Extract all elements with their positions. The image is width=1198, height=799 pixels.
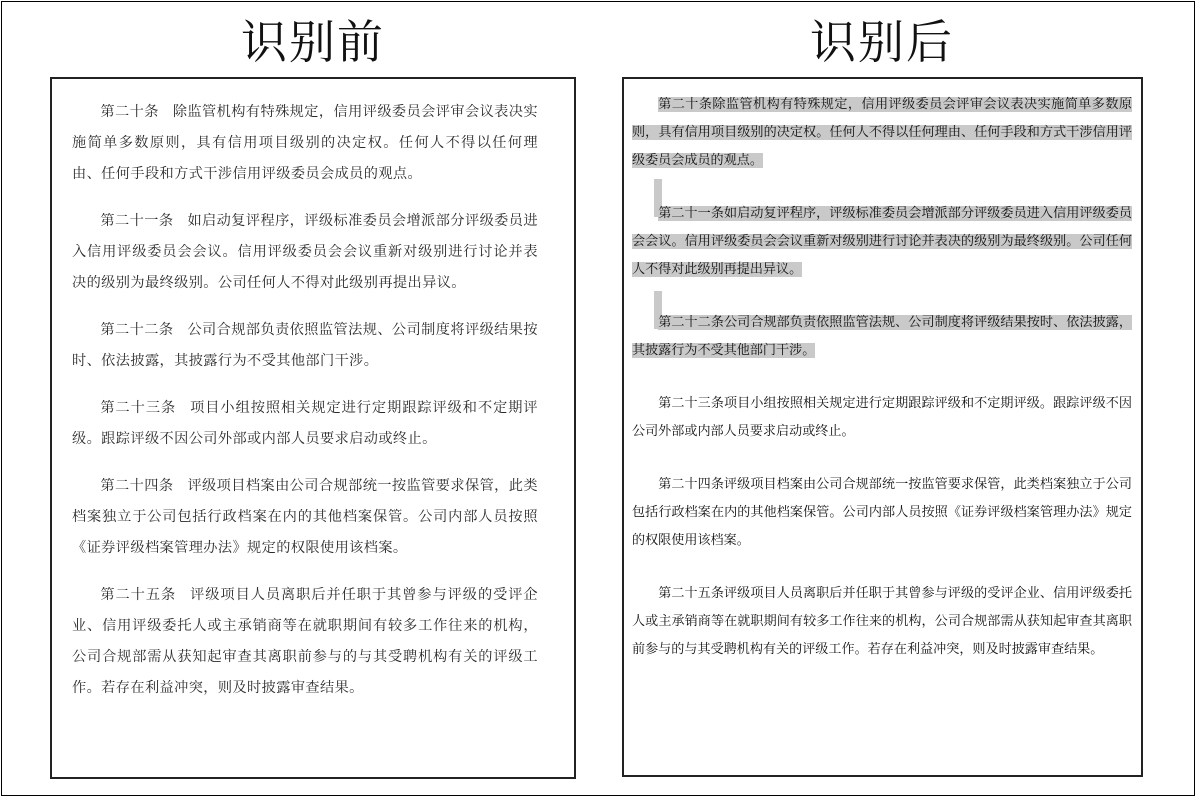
before-page-body [72,97,538,720]
before-article-22 [72,315,538,377]
article-text: 如启动复评程序，评级标准委员会增派部分评级委员进入信用评级委员会会议。信用评级委员会会议重新对级别进行讨论并表决的级别为最终级别。公司任何人不得对此级别再提出异议。 [72,213,538,291]
after-page [622,77,1143,777]
recognized-text[interactable]: 第二十五条评级项目人员离职后并任职于其曾参与评级的受评企业、信用评级委托人或主承销商等在就职期间有较多工作往来的机构，公司合规部需从获知起审查其离职前参与的与其受聘机构有关的评级工作。若存在利益冲突，则及时披露审查结果。 [632,586,1132,657]
after-heading: 识别后 [810,15,954,69]
after-page-body[interactable] [632,91,1132,689]
article-text: 评级项目档案由公司合规部统一按监管要求保管，此类档案独立于公司包括行政档案在内的其他档案保管。公司内部人员按照《证券评级档案管理办法》规定的权限使用该档案。 [72,478,538,556]
comparison-frame [1,1,1195,796]
article-text: 评级项目人员离职后并任职于其曾参与评级的受评企业、信用评级委托人或主承销商等在就职期间有较多工作往来的机构，公司合规部需从获知起审查其离职前参与的与其受聘机构有关的评级工作。若存在利益冲突，则及时披露审查结果。 [72,587,538,696]
before-page [50,77,576,779]
before-article-20 [72,97,538,190]
recognized-text[interactable]: 第二十三条项目小组按照相关规定进行定期跟踪评级和不定期评级。跟踪评级不因公司外部或内部人员要求启动或终止。 [632,396,1132,439]
before-article-25 [72,580,538,704]
before-article-21 [72,206,538,299]
recognized-text[interactable]: 第二十条除监管机构有特殊规定，信用评级委员会评审会议表决实施简单多数原则，具有信用项目级别的决定权。任何人不得以任何理由、任何手段和方式干涉信用评级委员会成员的观点。 [632,97,1132,168]
article-number: 第二十四条 [100,478,174,494]
before-heading: 识别前 [241,15,385,69]
after-article-22[interactable] [632,309,1132,365]
after-article-24[interactable] [632,471,1132,555]
after-article-20[interactable] [632,91,1132,175]
article-number: 第二十三条 [100,400,177,416]
article-text: 项目小组按照相关规定进行定期跟踪评级和不定期评级。跟踪评级不因公司外部或内部人员要求启动或终止。 [72,400,538,447]
article-number: 第二十五条 [100,587,177,603]
recognized-text[interactable]: 第二十一条如启动复评程序，评级标准委员会增派部分评级委员进入信用评级委员会会议。信用评级委员会会议重新对级别进行讨论并表决的级别为最终级别。公司任何人不得对此级别再提出异议。 [632,206,1132,277]
article-number: 第二十一条 [100,213,174,229]
article-text: 除监管机构有特殊规定，信用评级委员会评审会议表决实施简单多数原则，具有信用项目级别的决定权。任何人不得以任何理由、任何手段和方式干涉信用评级委员会成员的观点。 [72,104,538,182]
after-article-23[interactable] [632,390,1132,446]
article-number: 第二十条 [100,104,159,120]
after-article-21[interactable] [632,200,1132,284]
recognized-text[interactable]: 第二十二条公司合规部负责依照监管法规、公司制度将评级结果按时、依法披露，其披露行为不受其他部门干涉。 [632,315,1132,358]
before-article-24 [72,471,538,564]
before-article-23 [72,393,538,455]
article-number: 第二十二条 [100,322,174,338]
recognized-text[interactable]: 第二十四条评级项目档案由公司合规部统一按监管要求保管，此类档案独立于公司包括行政档案在内的其他档案保管。公司内部人员按照《证券评级档案管理办法》规定的权限使用该档案。 [632,477,1132,548]
after-article-25[interactable] [632,580,1132,664]
article-text: 公司合规部负责依照监管法规、公司制度将评级结果按时、依法披露，其披露行为不受其他部门干涉。 [72,322,538,369]
